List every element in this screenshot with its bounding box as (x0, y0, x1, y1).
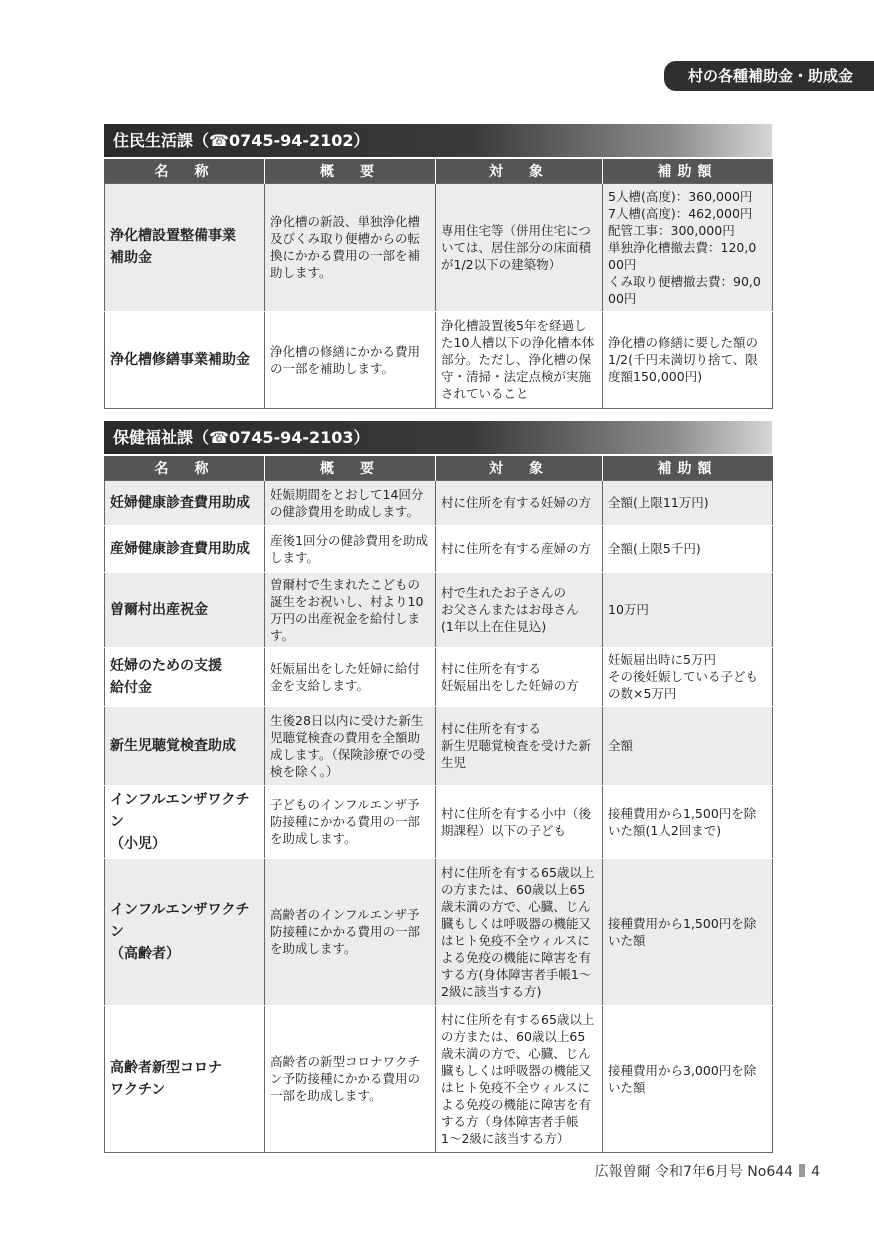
row-summary: 子どものインフルエンザ予防接種にかかる費用の一部を助成します。 (265, 785, 436, 858)
row-name: 妊婦のための支援 給付金 (105, 647, 265, 706)
row-name: 新生児聴覚検査助成 (105, 706, 265, 785)
row-name: インフルエンザワクチン （高齢者） (105, 858, 265, 1005)
publication-label: 広報曽爾 令和7年6月号 No644 (594, 1164, 794, 1180)
row-amount: 接種費用から3,000円を除いた額 (603, 1005, 773, 1152)
row-amount: 10万円 (603, 572, 773, 647)
table-row (105, 706, 773, 785)
section-header-juminseikatsu (104, 124, 772, 157)
row-target: 村に住所を有する65歳以上の方または、60歳以上65歳未満の方で、心臓、じん臓もしくは呼吸器の機能又はヒト免疫不全ウィルスによる免疫の機能に障害を有する方(身体障害者手帳1〜2級に該当する方) (436, 858, 603, 1005)
row-amount: 接種費用から1,500円を除いた額(1人2回まで) (603, 785, 773, 858)
table-row (105, 647, 773, 706)
subsidy-table-juminseikatsu (104, 159, 773, 409)
col-header-summary: 概 要 (265, 159, 436, 183)
row-target: 村に住所を有する妊婦の方 (436, 480, 603, 525)
row-summary: 浄化槽の修繕にかかる費用の一部を補助します。 (265, 311, 436, 408)
row-target: 村で生れたお子さんの お父さんまたはお母さん (1年以上在住見込) (436, 572, 603, 647)
footer-separator (799, 1164, 805, 1177)
col-header-name: 名 称 (105, 456, 265, 480)
table-row (105, 785, 773, 858)
table-row (105, 311, 773, 408)
section-title: 住民生活課 (113, 131, 194, 150)
page-number: 4 (811, 1164, 820, 1180)
row-summary: 曽爾村で生まれたこどもの誕生をお祝いし、村より10万円の出産祝金を給付します。 (265, 572, 436, 647)
row-summary: 産後1回分の健診費用を助成します。 (265, 525, 436, 572)
table-row (105, 572, 773, 647)
section-header-hokenfukushi (104, 421, 772, 454)
row-target: 専用住宅等（併用住宅については、居住部分の床面積が1/2以下の建築物） (436, 183, 603, 311)
col-header-summary: 概 要 (265, 456, 436, 480)
row-summary: 高齢者のインフルエンザ予防接種にかかる費用の一部を助成します。 (265, 858, 436, 1005)
row-amount: 全額 (603, 706, 773, 785)
row-name: 高齢者新型コロナ ワクチン (105, 1005, 265, 1152)
row-target: 村に住所を有する65歳以上の方または、60歳以上65歳未満の方で、心臓、じん臓もしくは呼吸器の機能又はヒト免疫不全ウィルスによる免疫の機能に障害を有する方（身体障害者手帳1〜2級に該当する方） (436, 1005, 603, 1152)
row-amount: 接種費用から1,500円を除いた額 (603, 858, 773, 1005)
table-row (105, 183, 773, 311)
table-row (105, 858, 773, 1005)
row-target: 浄化槽設置後5年を経過した10人槽以下の浄化槽本体部分。ただし、浄化槽の保守・清掃・法定点検が実施されていること (436, 311, 603, 408)
row-amount: 5人槽(高度)：360,000円 7人槽(高度)：462,000円 配管工事：300,000円 単独浄化槽撤去費：120,0 00円 くみ取り便槽撤去費：90,0 00円 (603, 183, 773, 311)
row-summary: 浄化槽の新設、単独浄化槽及びくみ取り便槽からの転換にかかる費用の一部を補助します。 (265, 183, 436, 311)
row-summary: 生後28日以内に受けた新生児聴覚検査の費用を全額助成します。（保険診療での受検を除く。） (265, 706, 436, 785)
row-target: 村に住所を有する 妊娠届出をした妊婦の方 (436, 647, 603, 706)
row-target: 村に住所を有する小中（後期課程）以下の子ども (436, 785, 603, 858)
table-row (105, 525, 773, 572)
row-target: 村に住所を有する 新生児聴覚検査を受けた新生児 (436, 706, 603, 785)
col-header-target: 対 象 (436, 159, 603, 183)
col-header-amount: 補助額 (603, 456, 773, 480)
row-summary: 妊娠届出をした妊婦に給付金を支給します。 (265, 647, 436, 706)
row-name: 曽爾村出産祝金 (105, 572, 265, 647)
col-header-amount: 補助額 (603, 159, 773, 183)
page-footer (595, 1161, 820, 1181)
row-amount: 浄化槽の修繕に要した額の1/2(千円未満切り捨て、限度額150,000円) (603, 311, 773, 408)
table-header-row (105, 159, 773, 183)
row-name: 浄化槽修繕事業補助金 (105, 311, 265, 408)
table-row (105, 1005, 773, 1152)
col-header-name: 名 称 (105, 159, 265, 183)
section-title: 保健福祉課 (113, 428, 194, 447)
table-header-row (105, 456, 773, 480)
section-phone: （☎0745-94-2102） (193, 131, 370, 150)
subsidy-table-hokenfukushi (104, 456, 773, 1153)
row-name: 妊婦健康診査費用助成 (105, 480, 265, 525)
row-amount: 全額(上限11万円) (603, 480, 773, 525)
row-summary: 高齢者の新型コロナワクチン予防接種にかかる費用の一部を助成します。 (265, 1005, 436, 1152)
section-phone: （☎0745-94-2103） (193, 428, 370, 447)
row-amount: 妊娠届出時に5万円 その後妊娠している子どもの数×5万円 (603, 647, 773, 706)
table-row (105, 480, 773, 525)
row-name: インフルエンザワクチン （小児） (105, 785, 265, 858)
row-amount: 全額(上限5千円) (603, 525, 773, 572)
row-name: 浄化槽設置整備事業 補助金 (105, 183, 265, 311)
row-name: 産婦健康診査費用助成 (105, 525, 265, 572)
category-tab: 村の各種補助金・助成金 (664, 61, 874, 91)
row-summary: 妊娠期間をとおして14回分の健診費用を助成します。 (265, 480, 436, 525)
col-header-target: 対 象 (436, 456, 603, 480)
row-target: 村に住所を有する産婦の方 (436, 525, 603, 572)
